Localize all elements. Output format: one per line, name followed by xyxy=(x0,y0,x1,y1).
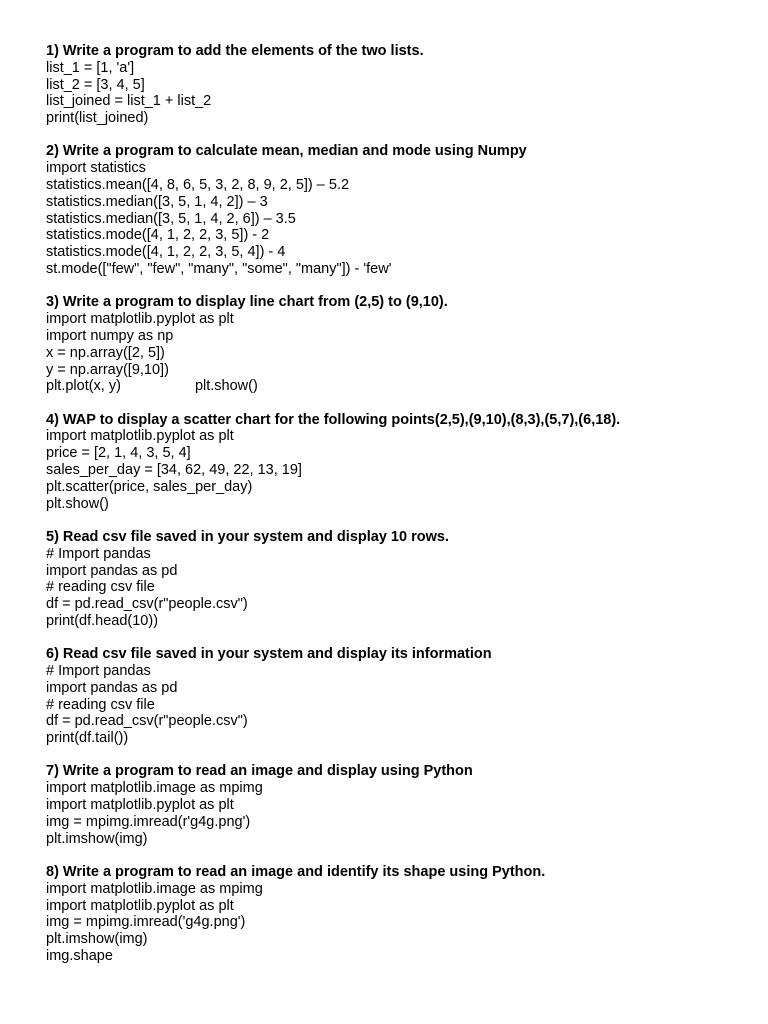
code-line: statistics.mode([4, 1, 2, 2, 3, 5, 4]) - 4 xyxy=(46,244,286,261)
code-line: plt.imshow(img) xyxy=(46,830,148,847)
code-line: x = np.array([2, 5]) xyxy=(46,344,165,361)
section-4 xyxy=(46,412,746,513)
code-line: import matplotlib.image as mpimg xyxy=(46,780,263,797)
section-6 xyxy=(46,646,746,747)
code-line: df = pd.read_csv(r"people.csv") xyxy=(46,713,248,730)
code-line: plt.scatter(price, sales_per_day) xyxy=(46,478,253,495)
code-line: img = mpimg.imread('g4g.png') xyxy=(46,914,246,931)
section-1 xyxy=(46,43,746,127)
code-line: statistics.mode([4, 1, 2, 2, 3, 5]) - 2 xyxy=(46,227,270,244)
code-line: # reading csv file xyxy=(46,696,155,713)
code-line: import matplotlib.pyplot as plt xyxy=(46,428,234,445)
code-line: statistics.mean([4, 8, 6, 5, 3, 2, 8, 9, 2, 5]) – 5.2 xyxy=(46,177,350,194)
section-heading: 3) Write a program to display line chart from (2,5) to (9,10). xyxy=(46,294,448,311)
section-2 xyxy=(46,143,746,277)
section-heading: 6) Read csv file saved in your system and display its information xyxy=(46,646,492,663)
code-line-split xyxy=(46,378,746,395)
code-line: img.shape xyxy=(46,947,113,964)
section-heading: 7) Write a program to read an image and display using Python xyxy=(46,763,473,780)
section-heading: 1) Write a program to add the elements of the two lists. xyxy=(46,43,424,59)
code-line: import matplotlib.pyplot as plt xyxy=(46,897,234,914)
code-segment-right: plt.show() xyxy=(194,378,258,395)
code-line: list_1 = [1, 'a'] xyxy=(46,59,135,76)
code-line: import numpy as np xyxy=(46,327,174,344)
section-7 xyxy=(46,763,746,847)
section-heading: 2) Write a program to calculate mean, median and mode using Numpy xyxy=(46,143,527,160)
section-3 xyxy=(46,294,746,395)
code-line: print(df.tail()) xyxy=(46,730,129,747)
code-line: st.mode(["few", "few", "many", "some", "many"]) - 'few' xyxy=(46,261,392,278)
code-line: print(df.head(10)) xyxy=(46,612,159,629)
code-line: statistics.median([3, 5, 1, 4, 2]) – 3 xyxy=(46,193,268,210)
section-heading: 5) Read csv file saved in your system and display 10 rows. xyxy=(46,528,449,545)
section-8 xyxy=(46,864,746,965)
code-line: # reading csv file xyxy=(46,579,155,596)
code-line: y = np.array([9,10]) xyxy=(46,361,169,378)
code-line: plt.imshow(img) xyxy=(46,931,148,948)
code-line: price = [2, 1, 4, 3, 5, 4] xyxy=(46,445,191,462)
code-line: import statistics xyxy=(46,160,146,177)
code-line: plt.show() xyxy=(46,495,109,512)
code-line: sales_per_day = [34, 62, 49, 22, 13, 19] xyxy=(46,462,302,479)
code-line: # Import pandas xyxy=(46,545,151,562)
code-segment-left: plt.plot(x, y) xyxy=(46,378,121,395)
document-page xyxy=(46,43,746,981)
section-heading: 8) Write a program to read an image and identify its shape using Python. xyxy=(46,863,546,880)
code-line: df = pd.read_csv(r"people.csv") xyxy=(46,596,248,613)
section-5 xyxy=(46,529,746,630)
code-line: import matplotlib.pyplot as plt xyxy=(46,311,234,328)
section-heading: 4) WAP to display a scatter chart for the following points(2,5),(9,10),(8,3),(5,7),(6,18). xyxy=(46,411,621,428)
code-line: import matplotlib.pyplot as plt xyxy=(46,797,234,814)
code-line: print(list_joined) xyxy=(46,110,149,127)
code-line: import matplotlib.image as mpimg xyxy=(46,880,263,897)
code-line: import pandas as pd xyxy=(46,562,178,579)
code-line: list_joined = list_1 + list_2 xyxy=(46,93,212,110)
code-line: # Import pandas xyxy=(46,663,151,679)
code-line: list_2 = [3, 4, 5] xyxy=(46,76,145,93)
code-line: import pandas as pd xyxy=(46,679,178,696)
code-line: img = mpimg.imread(r'g4g.png') xyxy=(46,813,251,830)
code-line: statistics.median([3, 5, 1, 4, 2, 6]) – 3.5 xyxy=(46,210,296,227)
